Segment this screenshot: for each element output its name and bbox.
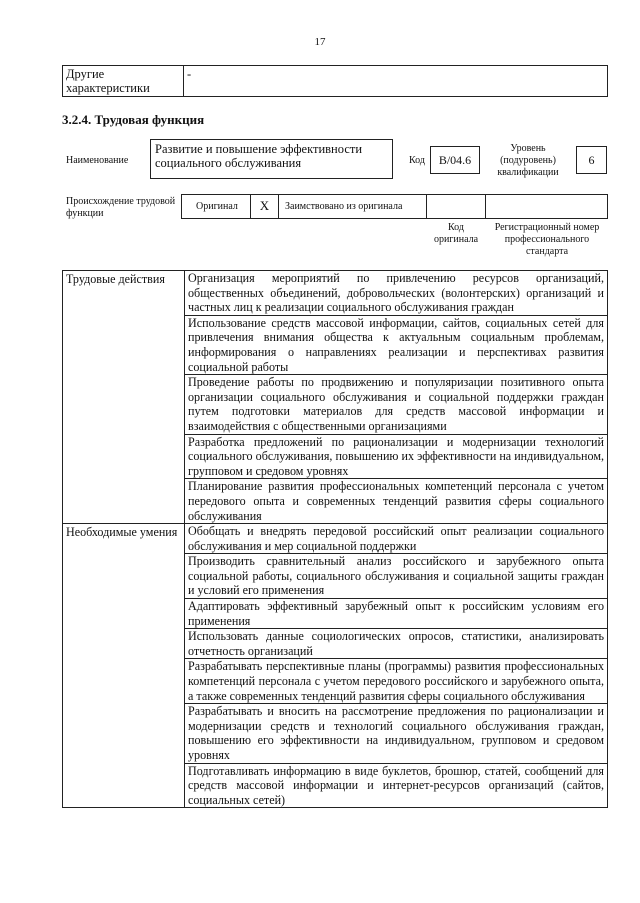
skill-item: Обобщать и внедрять передовой российский опыт реализации социального обслуживания и мер социальной поддержки [185,524,608,554]
code-value-box: B/04.6 [430,146,480,174]
registration-number-label: Регистрационный номер профессионального стандарта [494,222,600,257]
name-label: Наименование [66,155,129,166]
origin-divider [278,194,279,219]
other-characteristics-value: - [184,66,608,97]
action-item: Планирование развития профессиональных компетенций персонала с учетом передового опыта и современных тенденций развития сферы социального обслуживания [185,479,608,524]
actions-label: Трудовые действия [63,271,185,524]
section-title: 3.2.4. Трудовая функция [62,112,205,127]
level-label: Уровень (подуровень) квалификации [497,143,559,178]
origin-divider [485,194,486,219]
skill-item: Производить сравнительный анализ российского и зарубежного опыта социальной работы, социального обслуживания и социальной защиты граждан и условий его применения [185,554,608,599]
skill-item: Использовать данные социологических опросов, статистики, анализировать отчетность организаций [185,629,608,659]
skill-item: Адаптировать эффективный зарубежный опыт к российским условиям его применения [185,599,608,629]
other-characteristics-label: Другие характеристики [63,66,184,97]
skill-item: Разрабатывать перспективные планы (программы) развития профессиональных компетенций персонала с учетом передового российского и зарубежного опыта, а также современных тенденций развития сферы социального обслуживания [185,659,608,704]
code-original-label: Код оригинала [433,222,479,245]
table-row [63,524,608,554]
origin-divider [426,194,427,219]
origin-label: Происхождение трудовой функции [66,196,176,219]
original-label: Оригинал [196,201,238,212]
action-item: Использование средств массовой информации, сайтов, социальных сетей для привлечения внимания общества к актуальным социальным проблемам, информирования о направлениях реализации и перспективах развития социальной работы [185,315,608,374]
table-row [63,271,608,316]
other-characteristics-table [62,65,608,97]
action-item: Разработка предложений по рационализации и модернизации технологий социального обслуживания, повышению их эффективности на индивидуальном, групповом и средовом уровнях [185,434,608,479]
page-number: 17 [314,36,326,48]
skill-item: Подготавливать информацию в виде буклетов, брошюр, статей, сообщений для средств массовой информации и интернет-ресурсов организаций (сайтов, социальных сетей) [185,763,608,808]
code-label: Код [409,155,425,166]
borrowed-label: Заимствовано из оригинала [285,201,403,212]
level-value-box: 6 [576,146,607,174]
skills-label: Необходимые умения [63,524,185,808]
original-mark: X [259,198,270,213]
action-item: Организация мероприятий по привлечению ресурсов организаций, общественных объединений, добровольческих (волонтерских) организаций и частных лиц к реализации социального обслуживания граждан [185,271,608,316]
function-name-box: Развитие и повышение эффективности социального обслуживания [150,139,393,179]
skill-item: Разрабатывать и вносить на рассмотрение предложения по рационализации и модернизации средств и технологий социального обслуживания граждан, повышению его эффективности на индивидуальном, групповом и средовом уровнях [185,704,608,763]
labor-function-table [62,270,608,808]
action-item: Проведение работы по продвижению и популяризации позитивного опыта организации социального обслуживания и социальной поддержки граждан путем подготовки материалов для средств массовой информации и взаимодействия с общественными организациями [185,375,608,434]
